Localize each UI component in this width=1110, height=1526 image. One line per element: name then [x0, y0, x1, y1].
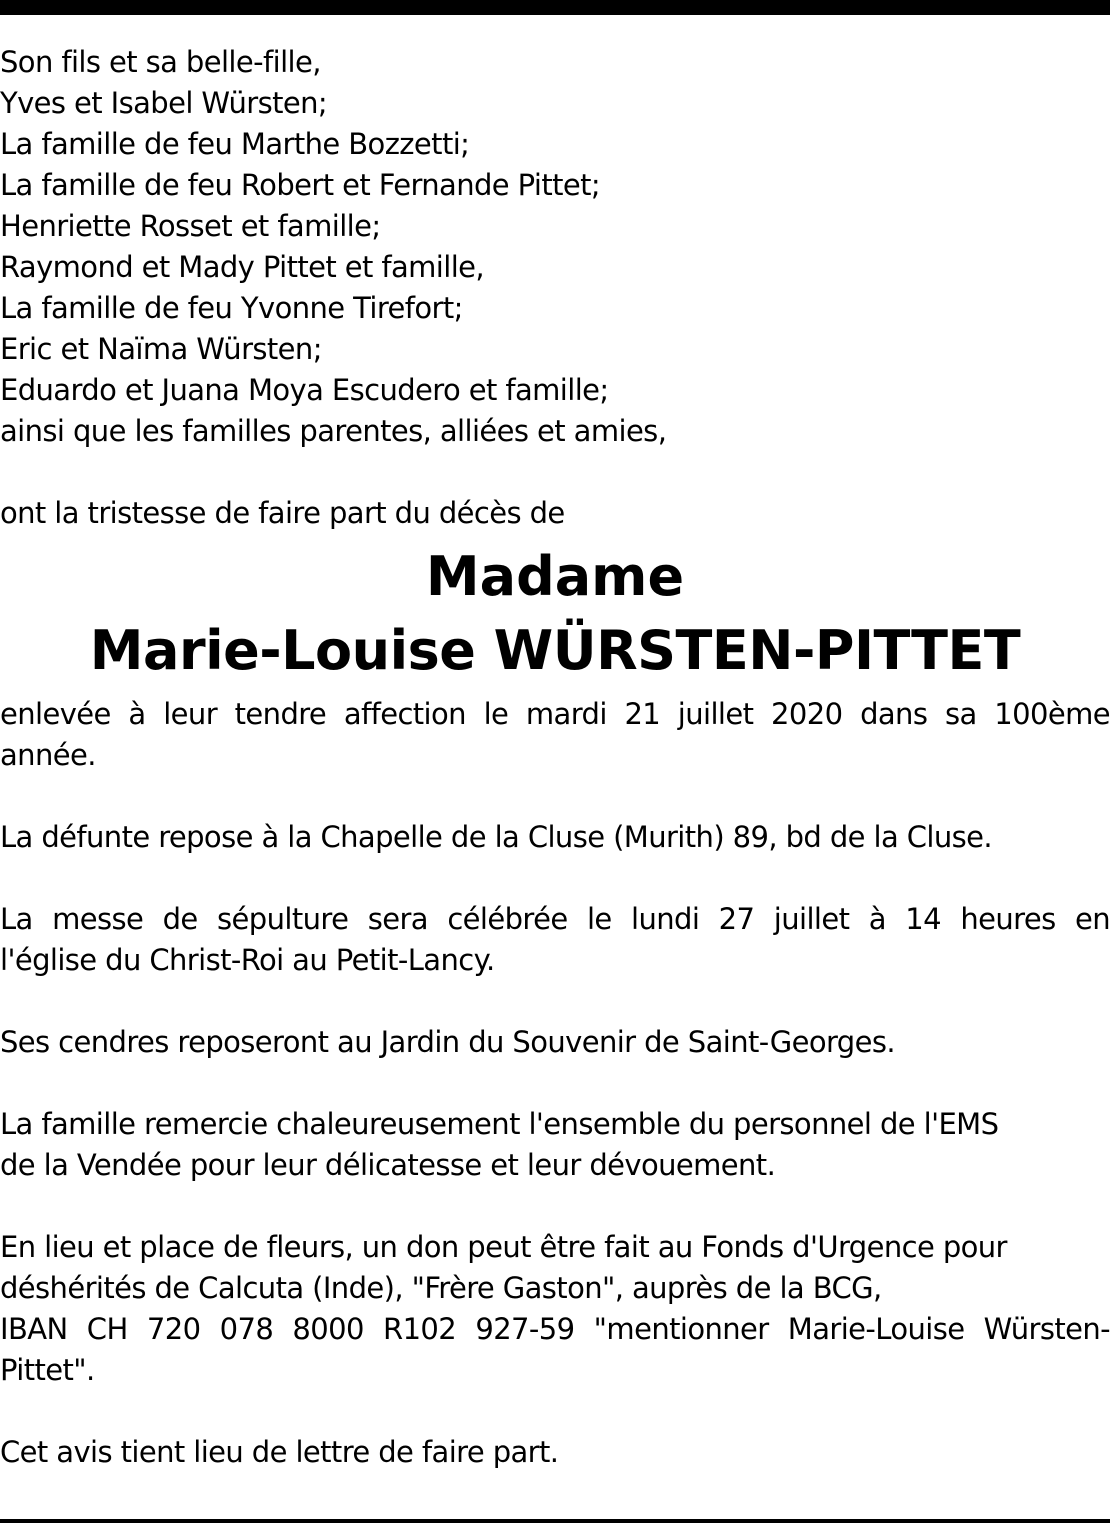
spacer	[0, 981, 1110, 1022]
deceased-title: Madame	[425, 545, 685, 608]
spacer	[0, 1391, 1110, 1432]
donation-line: Pittet".	[0, 1353, 95, 1387]
thanks-line: La famille remercie chaleureusement l'ensemble du personnel de l'EMS	[0, 1107, 999, 1141]
repose-text: La défunte repose à la Chapelle de la Cluse (Murith) 89, bd de la Cluse.	[0, 820, 992, 854]
family-line: La famille de feu Marthe Bozzetti;	[0, 127, 470, 161]
mass-line: l'église du Christ-Roi au Petit-Lancy.	[0, 943, 495, 977]
thanks-paragraph	[0, 1104, 1110, 1186]
top-border-rule	[0, 0, 1110, 15]
donation-line: En lieu et place de fleurs, un don peut être fait au Fonds d'Urgence pour	[0, 1230, 1007, 1264]
mass-line: La messe de sépulture sera célébrée le lundi 27 juillet à 14 heures en	[0, 902, 1110, 936]
death-line: enlevée à leur tendre affection le mardi 21 juillet 2020 dans sa 100ème	[0, 697, 1110, 731]
family-line: La famille de feu Yvonne Tirefort;	[0, 291, 463, 325]
closing-text: Cet avis tient lieu de lettre de faire part.	[0, 1435, 559, 1469]
spacer	[0, 858, 1110, 899]
mass-paragraph	[0, 899, 1110, 981]
family-list	[0, 42, 1110, 452]
spacer	[0, 776, 1110, 817]
family-line: Eric et Naïma Würsten;	[0, 332, 322, 366]
death-paragraph	[0, 694, 1110, 776]
donation-line: IBAN CH 720 078 8000 R102 927-59 "mentionner Marie-Louise Würsten-	[0, 1312, 1110, 1346]
spacer	[0, 452, 1110, 493]
death-line: année.	[0, 738, 96, 772]
family-line: Eduardo et Juana Moya Escudero et famille;	[0, 373, 609, 407]
family-line: Raymond et Mady Pittet et famille,	[0, 250, 485, 284]
spacer	[0, 1063, 1110, 1104]
spacer	[0, 1186, 1110, 1227]
donation-paragraph	[0, 1227, 1110, 1391]
ashes-text: Ses cendres reposeront au Jardin du Souvenir de Saint-Georges.	[0, 1025, 895, 1059]
announcement-text: ont la tristesse de faire part du décès de	[0, 496, 565, 530]
donation-line: déshérités de Calcuta (Inde), "Frère Gaston", auprès de la BCG,	[0, 1271, 882, 1305]
family-line: Henriette Rosset et famille;	[0, 209, 381, 243]
obituary-notice	[0, 42, 1110, 1473]
family-line: Yves et Isabel Würsten;	[0, 86, 328, 120]
family-line: Son fils et sa belle-fille,	[0, 45, 321, 79]
bottom-border-rule	[0, 1519, 1110, 1523]
deceased-name: Marie-Louise WÜRSTEN-PITTET	[89, 619, 1021, 682]
deceased-name-block	[0, 540, 1110, 688]
thanks-line: de la Vendée pour leur délicatesse et leur dévouement.	[0, 1148, 776, 1182]
family-line: La famille de feu Robert et Fernande Pittet;	[0, 168, 601, 202]
family-line: ainsi que les familles parentes, alliées et amies,	[0, 414, 667, 448]
